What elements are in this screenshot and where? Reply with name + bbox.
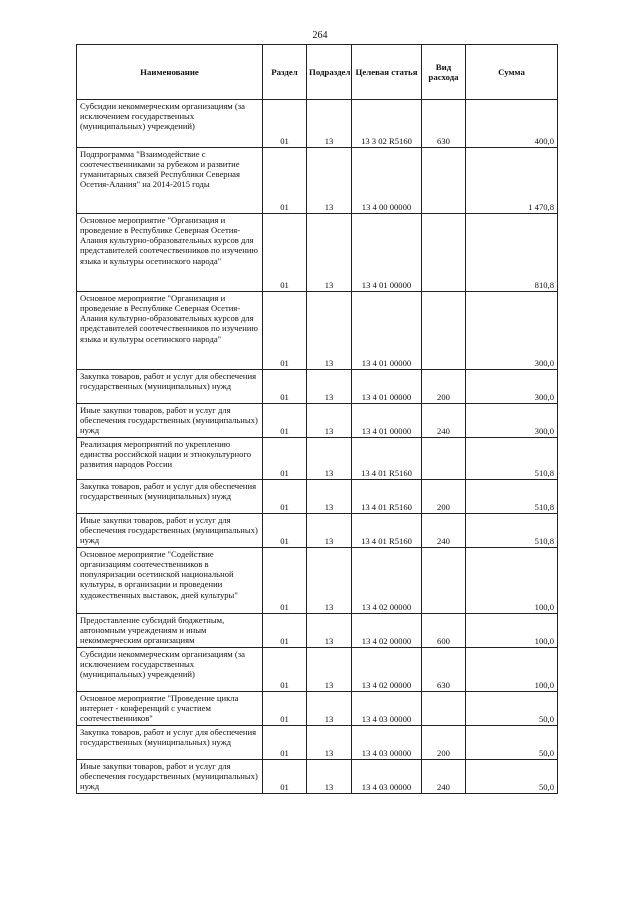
table-row: [77, 514, 558, 548]
cell-subsection: 13: [307, 648, 352, 692]
cell-target: 13 4 01 00000: [352, 292, 422, 370]
cell-target: 13 4 01 R5160: [352, 438, 422, 480]
cell-subsection: 13: [307, 370, 352, 404]
cell-section: 01: [263, 760, 307, 794]
cell-section: 01: [263, 692, 307, 726]
table-row: [77, 692, 558, 726]
cell-name: Реализация мероприятий по укреплению единства российской нации и этнокультурного развития народов России: [77, 438, 263, 480]
cell-amount: 50,0: [466, 726, 558, 760]
table-row: [77, 726, 558, 760]
cell-target: 13 3 02 R5160: [352, 100, 422, 148]
cell-name: Иные закупки товаров, работ и услуг для обеспечения государственных (муниципальных) нужд: [77, 404, 263, 438]
page-number: 264: [312, 30, 328, 41]
cell-name: Закупка товаров, работ и услуг для обеспечения государственных (муниципальных) нужд: [77, 370, 263, 404]
cell-name: Иные закупки товаров, работ и услуг для обеспечения государственных (муниципальных) нужд: [77, 514, 263, 548]
cell-expense-type: 630: [422, 648, 466, 692]
cell-section: 01: [263, 100, 307, 148]
table-row: [77, 648, 558, 692]
table-row: [77, 214, 558, 292]
cell-name: Иные закупки товаров, работ и услуг для обеспечения государственных (муниципальных) нужд: [77, 760, 263, 794]
cell-amount: 300,0: [466, 292, 558, 370]
cell-expense-type: 240: [422, 760, 466, 794]
cell-section: 01: [263, 648, 307, 692]
cell-section: 01: [263, 480, 307, 514]
cell-expense-type: 240: [422, 404, 466, 438]
cell-amount: 100,0: [466, 548, 558, 614]
header-amount: Сумма: [466, 45, 558, 100]
table-row: [77, 480, 558, 514]
cell-name: Основное мероприятие "Проведение цикла интернет - конференций с участием соотечественников": [77, 692, 263, 726]
table-row: [77, 100, 558, 148]
cell-target: 13 4 00 00000: [352, 148, 422, 214]
table-row: [77, 292, 558, 370]
cell-name: Подпрограмма "Взаимодействие с соотечественниками за рубежом и развитие гуманитарных связей Республики Северная Осетия-Алания" на 2014-2015 годы: [77, 148, 263, 214]
table-row: [77, 760, 558, 794]
cell-name: Субсидии некоммерческим организациям (за исключением государственных (муниципальных) учреждений): [77, 100, 263, 148]
cell-target: 13 4 02 00000: [352, 648, 422, 692]
cell-target: 13 4 01 00000: [352, 370, 422, 404]
cell-section: 01: [263, 292, 307, 370]
cell-target: 13 4 03 00000: [352, 726, 422, 760]
table-body: [77, 100, 558, 794]
cell-amount: 50,0: [466, 692, 558, 726]
cell-expense-type: [422, 548, 466, 614]
cell-target: 13 4 01 R5160: [352, 480, 422, 514]
header-target: Целевая статья: [352, 45, 422, 100]
table-header-row: [77, 45, 558, 100]
cell-target: 13 4 01 00000: [352, 214, 422, 292]
cell-name: Основное мероприятие "Организация и проведение в Республике Северная Осетия-Алания культурно-образовательных курсов для представителей соотечественников по изучению языка и культуры осетинского народа": [77, 214, 263, 292]
cell-subsection: 13: [307, 404, 352, 438]
cell-subsection: 13: [307, 548, 352, 614]
cell-subsection: 13: [307, 148, 352, 214]
cell-name: Субсидии некоммерческим организациям (за исключением государственных (муниципальных) учреждений): [77, 648, 263, 692]
cell-section: 01: [263, 438, 307, 480]
cell-amount: 1 470,8: [466, 148, 558, 214]
cell-target: 13 4 02 00000: [352, 614, 422, 648]
cell-section: 01: [263, 548, 307, 614]
cell-subsection: 13: [307, 760, 352, 794]
cell-target: 13 4 03 00000: [352, 692, 422, 726]
cell-expense-type: 630: [422, 100, 466, 148]
cell-target: 13 4 02 00000: [352, 548, 422, 614]
cell-section: 01: [263, 148, 307, 214]
cell-section: 01: [263, 726, 307, 760]
cell-expense-type: [422, 438, 466, 480]
table-row: [77, 148, 558, 214]
table-row: [77, 438, 558, 480]
cell-subsection: 13: [307, 480, 352, 514]
cell-name: Основное мероприятие "Организация и проведение в Республике Северная Осетия-Алания культурно-образовательных курсов для представителей соотечественников по изучению языка и культуры осетинского народа": [77, 292, 263, 370]
cell-section: 01: [263, 614, 307, 648]
cell-expense-type: 200: [422, 370, 466, 404]
cell-subsection: 13: [307, 438, 352, 480]
cell-amount: 300,0: [466, 370, 558, 404]
cell-subsection: 13: [307, 100, 352, 148]
table-row: [77, 404, 558, 438]
cell-amount: 400,0: [466, 100, 558, 148]
cell-subsection: 13: [307, 692, 352, 726]
table-row: [77, 370, 558, 404]
header-name: Наименование: [77, 45, 263, 100]
cell-subsection: 13: [307, 726, 352, 760]
cell-section: 01: [263, 370, 307, 404]
cell-expense-type: 240: [422, 514, 466, 548]
cell-name: Закупка товаров, работ и услуг для обеспечения государственных (муниципальных) нужд: [77, 480, 263, 514]
table-row: [77, 548, 558, 614]
cell-amount: 300,0: [466, 404, 558, 438]
cell-expense-type: 600: [422, 614, 466, 648]
cell-expense-type: [422, 148, 466, 214]
cell-expense-type: [422, 214, 466, 292]
cell-amount: 50,0: [466, 760, 558, 794]
cell-subsection: 13: [307, 614, 352, 648]
cell-name: Предоставление субсидий бюджетным, автономным учреждениям и иным некоммерческим организациям: [77, 614, 263, 648]
cell-expense-type: [422, 692, 466, 726]
cell-target: 13 4 03 00000: [352, 760, 422, 794]
cell-target: 13 4 01 R5160: [352, 514, 422, 548]
header-subsection: Подраздел: [307, 45, 352, 100]
header-section: Раздел: [263, 45, 307, 100]
cell-expense-type: [422, 292, 466, 370]
cell-subsection: 13: [307, 292, 352, 370]
header-expense-type: Вид расхода: [422, 45, 466, 100]
cell-amount: 810,8: [466, 214, 558, 292]
table-row: [77, 614, 558, 648]
cell-name: Закупка товаров, работ и услуг для обеспечения государственных (муниципальных) нужд: [77, 726, 263, 760]
cell-subsection: 13: [307, 214, 352, 292]
cell-target: 13 4 01 00000: [352, 404, 422, 438]
cell-section: 01: [263, 514, 307, 548]
cell-section: 01: [263, 404, 307, 438]
cell-section: 01: [263, 214, 307, 292]
cell-amount: 510,8: [466, 514, 558, 548]
cell-amount: 510,8: [466, 480, 558, 514]
cell-name: Основное мероприятие "Содействие организациям соотечественников в популяризации осетинской национальной культуры, в организации и проведении художественных выставок, дней культуры": [77, 548, 263, 614]
cell-amount: 510,8: [466, 438, 558, 480]
cell-amount: 100,0: [466, 648, 558, 692]
budget-table: [76, 44, 558, 794]
cell-subsection: 13: [307, 514, 352, 548]
cell-amount: 100,0: [466, 614, 558, 648]
cell-expense-type: 200: [422, 726, 466, 760]
cell-expense-type: 200: [422, 480, 466, 514]
